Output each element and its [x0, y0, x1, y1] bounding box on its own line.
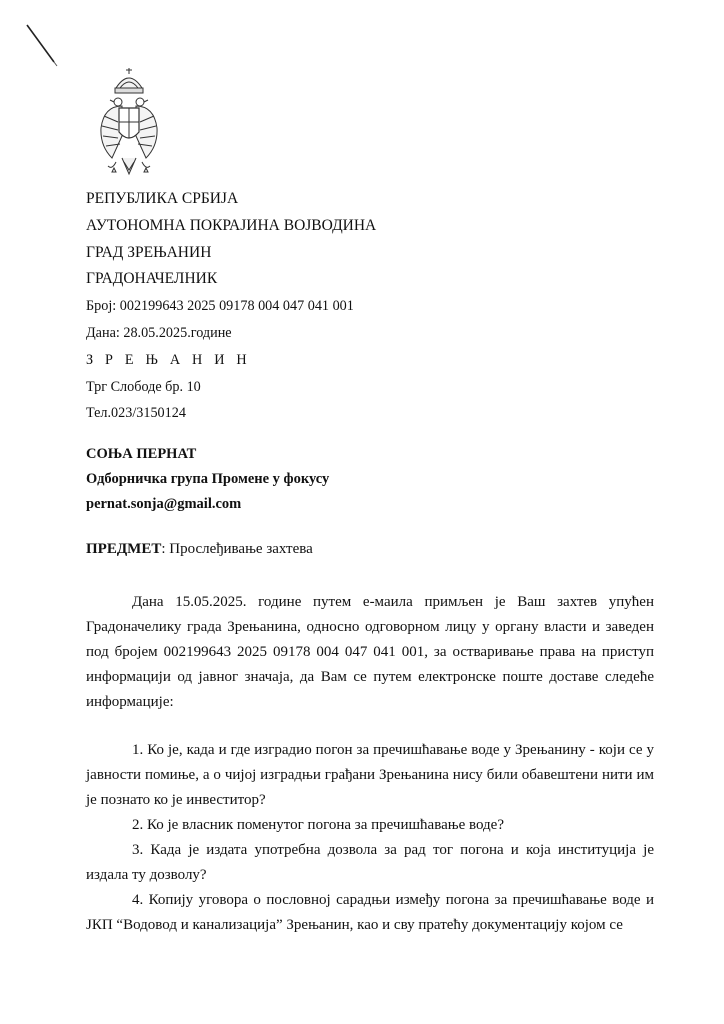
list-item: 1. Ко је, када и где изградио погон за пречишћавање воде у Зрењанину - који се у јавности помиње, а о чијој изградњи грађани Зрењанина нису били обавештени нити им је познато ко је инвеститор? [86, 742, 654, 808]
subject-text: : Прослеђивање захтева [161, 541, 313, 557]
office-phone: Тел.023/3150124 [86, 405, 186, 422]
serbian-coat-of-arms-icon [98, 66, 160, 182]
province-name: АУТОНОМНА ПОКРАЈИНА ВОЈВОДИНА [86, 216, 377, 234]
republic-name: РЕПУБЛИКА СРБИЈА [86, 190, 239, 207]
list-item: 4. Копију уговора о пословној сарадњи између погона за пречишћавање воде и ЈКП “Водовод и канализација” Зрењанин, као и сву пратећу документацију којом се [86, 892, 654, 933]
office-address: Трг Слободе бр. 10 [86, 378, 201, 395]
body-paragraph: Дана 15.05.2025. године путем е-маила примљен је Ваш захтев упућен Градоначелику града Зрењанина, односно одговорном лицу у органу власти и заведен под бројем 002199643 2025 09178 004 047 041 001, за остваривање права на приступ информацији од јавног значаја, да Вам се путем електронске поште доставе следеће информације: [86, 594, 654, 710]
sender-header [86, 186, 376, 427]
document-number: Број: 002199643 2025 09178 004 047 041 001 [86, 298, 354, 315]
recipient-group: Одборничка група Промене у фокусу [86, 471, 330, 487]
city-name: ГРАД ЗРЕЊАНИН [86, 243, 212, 261]
recipient-name: СОЊА ПЕРНАТ [86, 446, 197, 462]
recipient-block [86, 442, 329, 517]
subject-line [86, 536, 313, 562]
request-list [86, 738, 654, 938]
office-name: ГРАДОНАЧЕЛНИК [86, 270, 218, 288]
pen-stroke-mark [24, 22, 60, 68]
list-item: 3. Када је издата употребна дозвола за рад тог погона и која институција је издала ту дозволу? [86, 842, 654, 883]
recipient-email: pernat.sonja@gmail.com [86, 496, 242, 512]
list-item: 2. Ко је власник поменутог погона за пречишћавање воде? [132, 817, 504, 833]
place-name: З Р Е Њ А Н И Н [86, 351, 251, 368]
document-date: Дана: 28.05.2025.године [86, 324, 232, 341]
subject-label: ПРЕДМЕТ [86, 541, 162, 557]
